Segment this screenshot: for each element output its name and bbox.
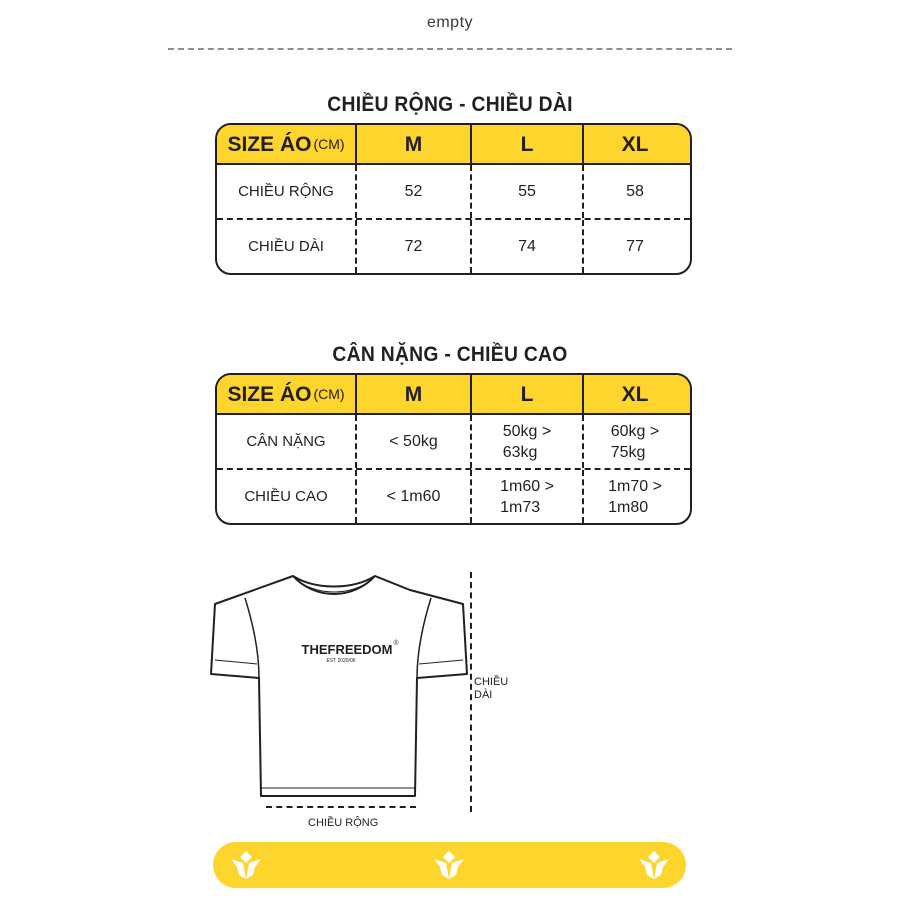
table-row xyxy=(217,218,690,273)
weight-height-table xyxy=(215,373,692,525)
size-header-cell xyxy=(217,125,355,163)
table-cell: 77 xyxy=(582,220,686,273)
size-header-cell xyxy=(217,375,355,413)
size-m-header: M xyxy=(355,125,470,163)
brand-text: THEFREEDOM xyxy=(301,642,393,657)
tagline-text: EST 2020/06 xyxy=(326,658,356,664)
length-label-line1: CHIỀU xyxy=(474,676,509,688)
unit-label: (CM) xyxy=(313,135,345,152)
row-label: CHIỀU CAO xyxy=(244,488,328,505)
row-label: CHIỀU DÀI xyxy=(248,238,324,255)
size-l-header: L xyxy=(470,375,582,413)
size-m-header: M xyxy=(355,375,470,413)
table-cell: 55 xyxy=(470,165,582,218)
tshirt-outline xyxy=(211,576,467,796)
table-cell: 52 xyxy=(355,165,470,218)
table-cell: < 1m60 xyxy=(355,470,470,523)
footer-bar xyxy=(213,842,686,888)
size-label: SIZE ÁO xyxy=(227,382,312,406)
freedom-logo-icon xyxy=(637,849,671,881)
table-cell: 74 xyxy=(470,220,582,273)
dashed-divider xyxy=(168,48,732,50)
table-cell: 58 xyxy=(582,165,686,218)
table-cell: 50kg > 63kg xyxy=(470,415,582,468)
size-l-header: L xyxy=(470,125,582,163)
table-row xyxy=(217,415,690,468)
table-cell: 72 xyxy=(355,220,470,273)
table-cell: 1m70 > 1m80 xyxy=(582,470,686,523)
size-xl-header: XL xyxy=(582,375,686,413)
length-label-line2: DÀI xyxy=(474,689,493,701)
header-label: empty xyxy=(426,14,474,31)
registered-mark: ® xyxy=(393,640,399,647)
width-length-table xyxy=(215,123,692,275)
width-length-title: CHIỀU RỘNG - CHIỀU DÀI xyxy=(327,93,573,116)
length-guide-line xyxy=(470,572,472,812)
length-label xyxy=(474,676,508,702)
table-cell: 60kg > 75kg xyxy=(582,415,686,468)
weight-height-title: CÂN NẶNG - CHIỀU CAO xyxy=(332,343,568,366)
table-cell: < 50kg xyxy=(355,415,470,468)
width-label: CHIỀU RỘNG xyxy=(308,817,379,829)
row-label: CÂN NẶNG xyxy=(246,433,326,450)
tshirt-diagram xyxy=(205,560,475,810)
table-cell: 1m60 > 1m73 xyxy=(470,470,582,523)
table-header-row xyxy=(217,125,690,165)
freedom-logo-icon xyxy=(432,849,466,881)
table-header-row xyxy=(217,375,690,415)
row-label: CHIỀU RỘNG xyxy=(238,183,334,200)
freedom-logo-icon xyxy=(229,849,263,881)
size-label: SIZE ÁO xyxy=(227,132,312,156)
size-xl-header: XL xyxy=(582,125,686,163)
width-guide-line xyxy=(266,806,416,808)
table-row xyxy=(217,468,690,523)
unit-label: (CM) xyxy=(313,385,345,402)
table-row xyxy=(217,165,690,218)
